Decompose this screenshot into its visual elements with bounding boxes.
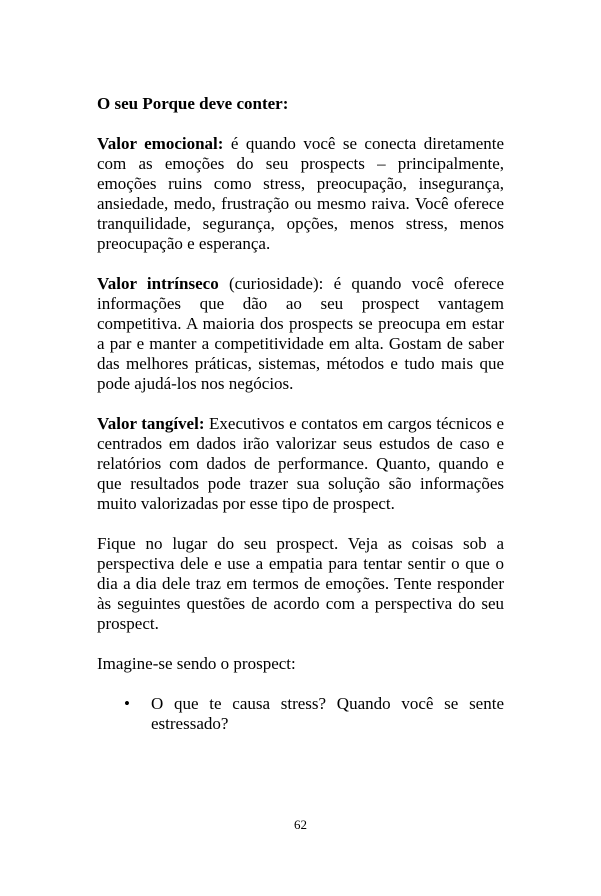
bullet-text: O que te causa stress? Quando você se sente estressado? (151, 694, 504, 733)
bullet-icon: • (124, 694, 130, 713)
page-content (97, 94, 504, 734)
page-number: 62 (294, 817, 307, 832)
paragraph-lead: Valor intrínseco (97, 274, 219, 293)
paragraph-lead: Valor emocional: (97, 134, 224, 153)
paragraph-text: (curiosidade): é quando você oferece informações que dão ao seu prospect vantagem competitiva. A maioria dos prospects se preocupa em estar a par e manter a competitividade em alta. Gostam de saber das melhores práticas, sistemas, métodos e tudo mais que pode ajudá-los nos negócios. (97, 274, 505, 393)
paragraph-valor-emocional (97, 134, 504, 254)
paragraph-text: Imagine-se sendo o prospect: (97, 654, 296, 673)
paragraph-text: Executivos e contatos em cargos técnicos e centrados em dados irão valorizar seus estudos de caso e relatórios com dados de performance. Quanto, quando e que resultados pode trazer sua solução são informações muito valorizadas por esse tipo de prospect. (97, 414, 504, 513)
paragraph-imagine (97, 654, 504, 674)
paragraph-empatia (97, 534, 504, 634)
paragraph-valor-intrinseco (97, 274, 504, 394)
paragraph-valor-tangivel (97, 414, 504, 514)
list-item (97, 694, 504, 734)
section-heading: O seu Porque deve conter: (97, 94, 289, 113)
paragraph-text: é quando você se conecta diretamente com as emoções do seu prospects – principalmente, emoções ruins como stress, preocupação, insegurança, ansiedade, medo, frustração ou mesmo raiva. Você oferece tranquilidade, segurança, opções, menos stress, menos preocupação e esperança. (97, 134, 505, 253)
paragraph-lead: Valor tangível: (97, 414, 205, 433)
paragraph-text: Fique no lugar do seu prospect. Veja as coisas sob a perspectiva dele e use a empatia para tentar sentir o que o dia a dia dele traz em termos de emoções. Tente responder às seguintes questões de acordo com a perspectiva do seu prospect. (97, 534, 504, 633)
question-list (97, 694, 504, 734)
